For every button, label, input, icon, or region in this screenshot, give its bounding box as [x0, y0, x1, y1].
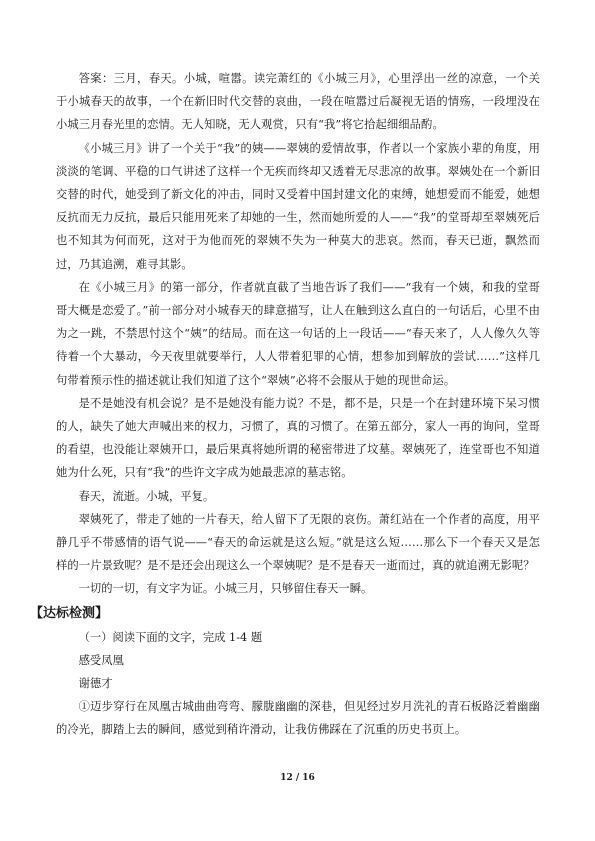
analysis-paragraph-6: 一切的一切，有文字为证。小城三月，只够留住春天一瞬。 [78, 582, 373, 596]
analysis-paragraph-1: 《小城三月》讲了一个关于“我”的姨——翠姨的爱情故事，作者以一个家族小辈的角度，用淡淡的笔调、平稳的口气讲述了这样一个无疾而终却又透着无尽悲凉的故事。翠姨处在一个新旧交替的时代，她受到了新文化的冲击，同时又受着中国封建文化的束缚，她想爱而不能爱，她想反抗而无力反抗，最后只能用死来了却她的一生，然而她所爱的人——“我”的堂哥却至翠姨死后也不知其为何而死，这对于为他而死的翠姨不失为一种莫大的悲哀。然而，春天已逝，飘然而过，乃其追溯，难寻其影。 [56, 141, 540, 271]
exercise-author: 谢德才 [78, 677, 113, 691]
answer-paragraph: 答案：三月，春天。小城，喧嚣。读完萧红的《小城三月》，心里浮出一丝的凉意，一个关于小城春天的故事，一个在新旧时代交替的哀曲，一段在喧嚣过后凝视无语的情殇，一段埋没在小城三月春光里的恋情。无人知晓，无人观赏，只有“我”将它拾起细细品酌。 [56, 72, 540, 132]
analysis-paragraph-4: 春天，流逝。小城，平复。 [78, 489, 215, 503]
analysis-paragraph-2: 在《小城三月》的第一部分，作者就直截了当地告诉了我们——“我有一个姨，和我的堂哥哥大概是恋爱了。”前一部分对小城春天的肆意描写，让人在触到这么直白的一句话后，心里不由为之一跳，不禁思忖这个“姨”的结局。而在这一句话的上一段话——“春天来了，人人像久久等待着一个大暴动，今天夜里就要举行，人人带着犯罪的心情，想参加到解放的尝试……”这样几句带着预示性的描述就让我们知道了这个“翠姨”必将不会服从于她的现世命运。 [56, 280, 540, 387]
page-content [30, 67, 540, 742]
analysis-paragraph-5: 翠姨死了，带走了她的一片春天，给人留下了无限的哀伤。萧红站在一个作者的高度，用平静几乎不带感情的语气说——“春天的命运就是这么短。”就是这么短……那么下一个春天又是怎样的一片景致呢？是不是还会出现这么一个翠姨呢？是不是春天一逝而过，真的就追溯无影呢？ [56, 512, 540, 573]
section-heading: 【达标检测】 [30, 605, 109, 621]
exercise-paragraph-1: ①迈步穿行在凤凰古城曲曲弯弯、朦胧幽幽的深巷，但见经过岁月洗礼的青石板路泛着幽幽的冷光，脚踏上去的瞬间，感觉到稍许滑动，让我仿佛踩在了沉重的历史书页上。 [56, 700, 540, 737]
exercise-title: 感受凤凰 [78, 653, 124, 667]
exercise-instruction: （一）阅读下面的文字，完成 1-4 题 [78, 630, 263, 644]
analysis-paragraph-3: 是不是她没有机会说？是不是她没有能力说？不是，都不是，只是一个在封建环境下呆习惯的人，缺失了她大声喊出来的权力，习惯了，真的习惯了。在第五部分，家人一再的询问，堂哥的看望，也没能让翠姨开口，最后果真将她所谓的秘密带进了坟墓。翠姨死了，连堂哥也不知道她为什么死，只有“我”的些许文字成为她最悲凉的墓志铭。 [56, 396, 540, 480]
page-number: 12 / 16 [280, 773, 315, 783]
